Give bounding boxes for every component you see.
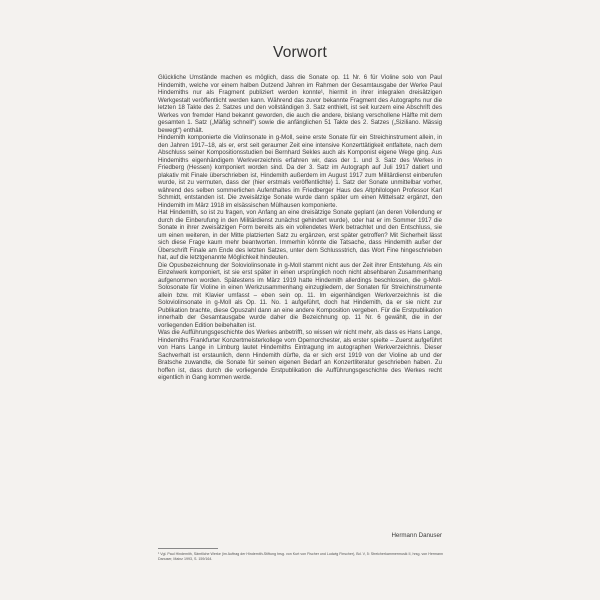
paragraph: Hat Hindemith, so ist zu fragen, von Anfang an eine dreisätzige Sonate geplant (an deren Vollendung er durch die Einberufung in den Militärdienst zunächst gehindert wurde), oder hat er im Sommer 1917 die Sonate in ihrer zweisätzigen Form bereits als ein vollendetes Werk betrachtet und den Entschluss, sie um einen weiteren, in der Mitte platzierten Satz zu ergänzen, erst später getroffen? Mit Sicherheit lässt sich diese Frage kaum mehr beantworten. Immerhin könnte die Tatsache, dass Hindemith außer der Überschrift Finale am Ende des letzten Satzes, unter dem Schlussstrich, das Wort Fine hingeschrieben hat, auf die letztgenannte Möglichkeit hindeuten. (158, 209, 442, 261)
page-title: Vorwort (273, 44, 327, 61)
paragraph: Hindemith komponierte die Violinsonate in g-Moll, seine erste Sonate für ein Streichinstrument allein, in den Jahren 1917–18, als er, erst seit geraumer Zeit eine intensive Konzerttätigkeit entfaltete, nach dem Abschluss seiner Kompositionsstudien bei Bernhard Sekles auch als Komponist eigene Wege ging. Aus Hindemiths eigenhändigem Werkverzeichnis erfahren wir, dass der 1. und 3. Satz des Werkes in Friedberg (Hessen) komponiert worden sind. Da der 3. Satz im Autograph auf Juli 1917 datiert und plakativ mit Finale überschrieben ist, Hindemith außerdem im August 1917 zum Militärdienst einberufen wurde, ist zu vermuten, dass der (hier erstmals veröffentlichte) 1. Satz der Sonate unmittelbar vorher, während des selben sommerlichen Aufenthaltes im Friedberger Haus des Altphilologen Professor Karl Schmidt, entstanden ist. Die zweisätzige Sonate wurde dann später um einen Mittelsatz ergänzt, den Hindemith im März 1918 im elsässischen Mülhausen komponierte. (158, 134, 442, 209)
author-signature: Hermann Danuser (391, 532, 442, 539)
footnote: ¹ Vgl. Paul Hindemith, Sämtliche Werke (im Auftrag der Hindemith-Stiftung hrsg. von Kurt von Fischer und Ludwig Finscher), Bd. V, 5: Streicherkammermusik II, hrsg. von Hermann Danuser, Mainz 1993, S. 159/164. (158, 552, 444, 561)
paragraph: Was die Aufführungsgeschichte des Werkes anbetrifft, so wissen wir nicht mehr, als dass es Hans Lange, Hindemiths Frankfurter Konzertmeisterkollege vom Opernorchester, als erster spielte – Zuerst aufgeführt von Hans Lange in Limburg lautet Hindemiths Eintragung im autographen Werkverzeichnis. Dieser Sachverhalt ist erstaunlich, denn Hindemith dürfte, da er sich erst 1919 von der Violine ab und der Bratsche zuwandte, die Sonate für seinen eigenen Bedarf an Konzertliteratur geschrieben haben. Zu hoffen ist, dass durch die vorliegende Erstpublikation die Aufführungsgeschichte des Werkes recht eigentlich in Gang kommen werde. (158, 329, 442, 381)
paragraph: Die Opusbezeichnung der Soloviolinsonate in g-Moll stammt nicht aus der Zeit ihrer Entstehung. Als ein Einzelwerk komponiert, ist sie erst später in einen ursprünglich noch nicht absehbaren Zusammenhang aufgenommen worden. Spätestens im März 1919 hatte Hindemith allerdings beschlossen, die g-Moll-Solosonate für Violine in einen Werkzusammenhang einzugliedern, der Sonaten für Streichinstrumente allein bzw. mit Klavier umfasst – eben sein op. 11. Im eigenhändigen Werkverzeichnis ist die Soloviolinsonate in g-Moll als Op. 11. No. 1 aufgeführt, doch hat Hindemith, da er sie nicht zur Publikation brachte, diese Opuszahl dann an eine andere Komposition vergeben. Für die Erstpublikation innerhalb der Gesamtausgabe wurde daher die Bezeichnung op. 11 Nr. 6 gewählt, die in der vorliegenden Edition beibehalten ist. (158, 261, 442, 329)
paragraph: Glückliche Umstände machen es möglich, dass die Sonate op. 11 Nr. 6 für Violine solo von Paul Hindemith, welche vor einem halben Dutzend Jahren im Rahmen der Gesamtausgabe der Werke Paul Hindemiths nur als Fragment publiziert werden konnte¹, hiermit in ihrer integralen dreisätzigen Werkgestalt veröffentlicht werden kann. Während das zuvor bekannte Fragment des Autographs nur die letzten 18 Takte des 2. Satzes und den vollständigen 3. Satz enthielt, ist seit kurzem eine Abschrift des Werkes von fremder Hand bekannt geworden, die auch die andere, bislang verschollene Hälfte mit dem gesamten 1. Satz („Mäßig schnell“) sowie die anfänglichen 51 Takte des 2. Satzes („Siziliano. Mässig bewegt“) enthält. (158, 74, 442, 134)
preface-body (158, 74, 442, 382)
footnote-divider (158, 548, 218, 549)
